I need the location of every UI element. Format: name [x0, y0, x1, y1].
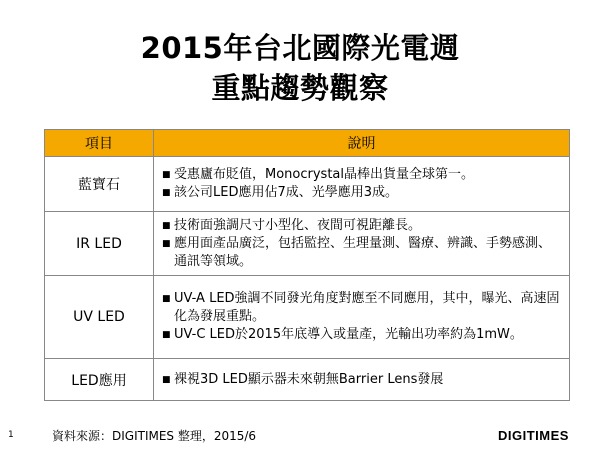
square-bullet-icon: ■ [162, 188, 171, 198]
title-line-1: 2015年台北國際光電週 [140, 31, 460, 65]
row-item: UV LED [45, 276, 154, 359]
bullet-point: ■ 受惠廬布貶值，Monocrystal晶棒出貨量全球第一。 [162, 167, 474, 182]
page-number: 1 [8, 430, 14, 440]
row-item: IR LED [45, 212, 154, 276]
source-note: 資料來源：DIGITIMES 整理，2015/6 [52, 429, 257, 443]
row-description [154, 359, 570, 401]
table-row [45, 359, 570, 401]
square-bullet-icon: ■ [162, 238, 171, 249]
square-bullet-icon: ■ [162, 294, 171, 304]
header-description: 說明 [154, 130, 570, 157]
row-description [154, 276, 570, 359]
square-bullet-icon: ■ [162, 374, 171, 385]
table-row [45, 157, 570, 212]
header-item: 項目 [45, 130, 154, 157]
bullet-point: ■ 裸視3D LED顯示器未來朝無Barrier Lens發展 [162, 371, 444, 387]
square-bullet-icon: ■ [162, 330, 171, 340]
bullet-point: ■ UV-C LED於2015年底導入或量產，光輸出功率約為1mW。 [162, 327, 523, 342]
bullet-point: ■ 應用面產品廣泛，包括監控、生理量測、醫療、辨識、手勢感測、通訊等領域。 [162, 235, 552, 269]
square-bullet-icon: ■ [162, 170, 171, 180]
page-title [0, 28, 600, 108]
trend-table [44, 129, 570, 401]
row-item: 藍寶石 [45, 157, 154, 212]
digitimes-logo: DIGITIMES [498, 428, 569, 443]
row-description [154, 157, 570, 212]
table-row [45, 276, 570, 359]
row-description [154, 212, 570, 276]
bullet-point: ■ UV-A LED強調不同發光角度對應至不同應用，其中，曝光、高速固化為發展重點。 [162, 291, 560, 324]
title-line-2: 重點趨勢觀察 [211, 71, 389, 105]
square-bullet-icon: ■ [162, 220, 171, 231]
table-row [45, 212, 570, 276]
bullet-point: ■ 該公司LED應用佔7成、光學應用3成。 [162, 185, 399, 200]
bullet-point: ■ 技術面強調尺寸小型化、夜間可視距離長。 [162, 217, 422, 233]
row-item: LED應用 [45, 359, 154, 401]
